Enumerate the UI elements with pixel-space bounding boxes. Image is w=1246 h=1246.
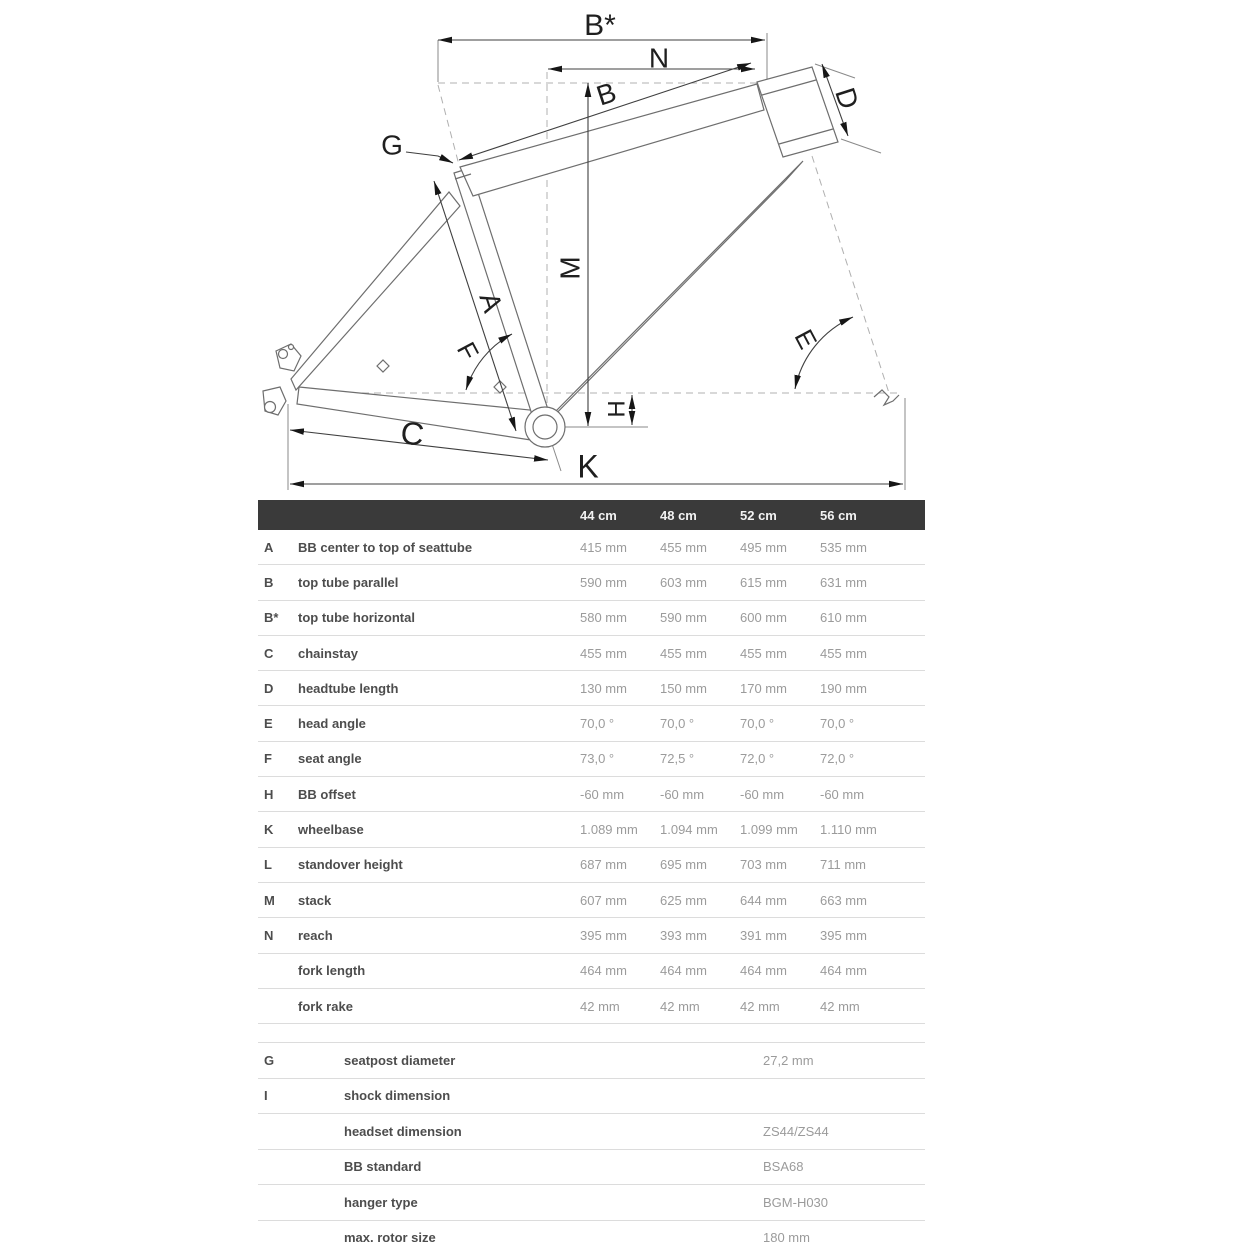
row-value: 391 mm xyxy=(740,927,787,943)
row-value: 590 mm xyxy=(660,610,707,626)
table-row xyxy=(258,530,925,565)
row-value: 395 mm xyxy=(820,927,867,943)
row-value: 687 mm xyxy=(580,857,627,873)
row-value: 415 mm xyxy=(580,539,627,555)
head-tube xyxy=(757,67,838,157)
row-value: 1.094 mm xyxy=(660,822,718,838)
row-value: 644 mm xyxy=(740,892,787,908)
frame-diagram-svg xyxy=(0,0,1246,497)
size-header: 48 cm xyxy=(660,507,697,523)
table-row xyxy=(258,636,925,671)
row-value: 42 mm xyxy=(580,998,620,1014)
row-letter: D xyxy=(264,680,274,696)
row-label: reach xyxy=(298,927,333,943)
row-label: chainstay xyxy=(298,645,358,661)
row-label: fork length xyxy=(298,963,366,979)
geometry-table xyxy=(258,500,925,1246)
size-header: 52 cm xyxy=(740,507,777,523)
row-value: -60 mm xyxy=(740,786,785,802)
row-value: 615 mm xyxy=(740,574,787,590)
row-letter: L xyxy=(264,857,272,873)
row-letter: F xyxy=(264,751,272,767)
row-value: 711 mm xyxy=(820,857,866,873)
row-value: 464 mm xyxy=(820,963,867,979)
row-value: -60 mm xyxy=(660,786,705,802)
row-value: 625 mm xyxy=(660,892,707,908)
table-row xyxy=(258,706,925,741)
table-row xyxy=(258,848,925,883)
dim-label-reach: N xyxy=(648,42,670,74)
table-row xyxy=(258,671,925,706)
row-letter: B* xyxy=(264,610,279,626)
row-value: 42 mm xyxy=(820,998,860,1014)
spec-value: 27,2 mm xyxy=(763,1052,814,1068)
dim-label-wheelbase: K xyxy=(577,448,599,485)
geometry-rows xyxy=(258,530,925,1024)
row-value: 455 mm xyxy=(580,645,627,661)
dim-label-headtube-length: D xyxy=(829,83,865,113)
row-value: 1.110 mm xyxy=(820,822,877,838)
table-row xyxy=(258,777,925,812)
row-letter: E xyxy=(264,716,273,732)
row-value: 393 mm xyxy=(660,927,707,943)
spec-label: seatpost diameter xyxy=(344,1052,456,1068)
row-value: 72,5 ° xyxy=(660,751,695,767)
row-label: top tube horizontal xyxy=(298,610,415,626)
dim-label-head-angle: E xyxy=(788,324,824,354)
spec-value: BSA68 xyxy=(763,1159,804,1175)
spec-label: headset dimension xyxy=(344,1123,462,1139)
row-letter: M xyxy=(264,892,275,908)
table-row xyxy=(258,989,925,1024)
row-value: 70,0 ° xyxy=(820,716,855,732)
spec-label: hanger type xyxy=(344,1194,418,1210)
row-value: 631 mm xyxy=(820,574,867,590)
spec-rows xyxy=(258,1043,925,1246)
dim-label-stack: M xyxy=(554,256,586,280)
row-value: 72,0 ° xyxy=(820,751,855,767)
dim-label-seat-angle: F xyxy=(450,336,485,366)
spec-letter: I xyxy=(264,1088,268,1104)
table-spacer xyxy=(258,1024,925,1043)
row-value: 42 mm xyxy=(740,998,780,1014)
spec-value: 180 mm xyxy=(763,1230,810,1246)
table-row xyxy=(258,918,925,953)
dim-label-seatpost-diameter: G xyxy=(381,129,403,161)
spec-label: BB standard xyxy=(344,1159,422,1175)
table-row xyxy=(258,742,925,777)
spec-row xyxy=(258,1114,925,1150)
row-value: 70,0 ° xyxy=(660,716,695,732)
spec-row xyxy=(258,1150,925,1186)
row-value: 70,0 ° xyxy=(580,716,615,732)
row-label: fork rake xyxy=(298,998,353,1014)
row-label: standover height xyxy=(298,857,403,873)
seat-stay xyxy=(291,192,460,390)
row-value: 603 mm xyxy=(660,574,707,590)
row-value: 455 mm xyxy=(660,539,707,555)
table-row xyxy=(258,601,925,636)
dim-label-seattube: A xyxy=(473,288,509,317)
row-label: wheelbase xyxy=(298,822,364,838)
spec-label: shock dimension xyxy=(344,1088,451,1104)
row-value: 72,0 ° xyxy=(740,751,775,767)
size-header: 56 cm xyxy=(820,507,857,523)
row-value: 663 mm xyxy=(820,892,867,908)
row-value: 70,0 ° xyxy=(740,716,775,732)
spec-label: max. rotor size xyxy=(344,1230,436,1246)
row-value: 590 mm xyxy=(580,574,627,590)
row-value: -60 mm xyxy=(820,786,865,802)
row-letter: K xyxy=(264,822,274,838)
row-value: 190 mm xyxy=(820,680,867,696)
row-value: 495 mm xyxy=(740,539,787,555)
row-value: 455 mm xyxy=(820,645,867,661)
row-value: 73,0 ° xyxy=(580,751,615,767)
row-letter: C xyxy=(264,645,274,661)
row-value: -60 mm xyxy=(580,786,625,802)
dim-label-top-tube-parallel: B xyxy=(592,76,621,112)
row-value: 464 mm xyxy=(660,963,707,979)
row-value: 130 mm xyxy=(580,680,627,696)
spec-row xyxy=(258,1221,925,1246)
row-label: seat angle xyxy=(298,751,362,767)
row-label: stack xyxy=(298,892,332,908)
table-row xyxy=(258,812,925,847)
row-value: 580 mm xyxy=(580,610,627,626)
row-label: BB offset xyxy=(298,786,356,802)
dim-label-top-tube-horizontal: B* xyxy=(584,8,616,42)
row-value: 455 mm xyxy=(740,645,787,661)
spec-row xyxy=(258,1185,925,1221)
spec-row xyxy=(258,1043,925,1079)
down-tube xyxy=(540,161,803,430)
row-value: 464 mm xyxy=(580,963,627,979)
spec-row xyxy=(258,1079,925,1115)
row-value: 610 mm xyxy=(820,610,867,626)
spec-letter: G xyxy=(264,1052,275,1068)
row-value: 395 mm xyxy=(580,927,627,943)
row-value: 170 mm xyxy=(740,680,787,696)
size-header-row xyxy=(258,500,925,530)
row-value: 535 mm xyxy=(820,539,867,555)
table-row xyxy=(258,565,925,600)
row-label: head angle xyxy=(298,716,366,732)
size-header: 44 cm xyxy=(580,507,617,523)
spec-value: ZS44/ZS44 xyxy=(763,1123,829,1139)
row-letter: B xyxy=(264,574,274,590)
frame-geometry-diagram xyxy=(0,0,1246,497)
table-row xyxy=(258,883,925,918)
table-row xyxy=(258,954,925,989)
head-angle-arc xyxy=(795,317,853,389)
row-label: top tube parallel xyxy=(298,574,399,590)
row-value: 464 mm xyxy=(740,963,787,979)
row-value: 600 mm xyxy=(740,610,787,626)
row-letter: H xyxy=(264,786,274,802)
seatpost-leader xyxy=(406,152,453,163)
row-value: 455 mm xyxy=(660,645,707,661)
row-label: headtube length xyxy=(298,680,399,696)
dim-label-bb-offset: H xyxy=(603,400,631,418)
row-value: 1.099 mm xyxy=(740,822,798,838)
row-value: 150 mm xyxy=(660,680,707,696)
row-letter: N xyxy=(264,927,274,943)
fork-dropout xyxy=(874,390,899,405)
dim-label-chainstay: C xyxy=(398,414,426,453)
row-letter: A xyxy=(264,539,274,555)
row-value: 607 mm xyxy=(580,892,627,908)
row-value: 42 mm xyxy=(660,998,700,1014)
cable-guide xyxy=(377,360,389,372)
row-label: BB center to top of seattube xyxy=(298,539,473,555)
row-value: 703 mm xyxy=(740,857,787,873)
spec-value: BGM-H030 xyxy=(763,1194,829,1210)
row-value: 1.089 mm xyxy=(580,822,638,838)
row-value: 695 mm xyxy=(660,857,707,873)
